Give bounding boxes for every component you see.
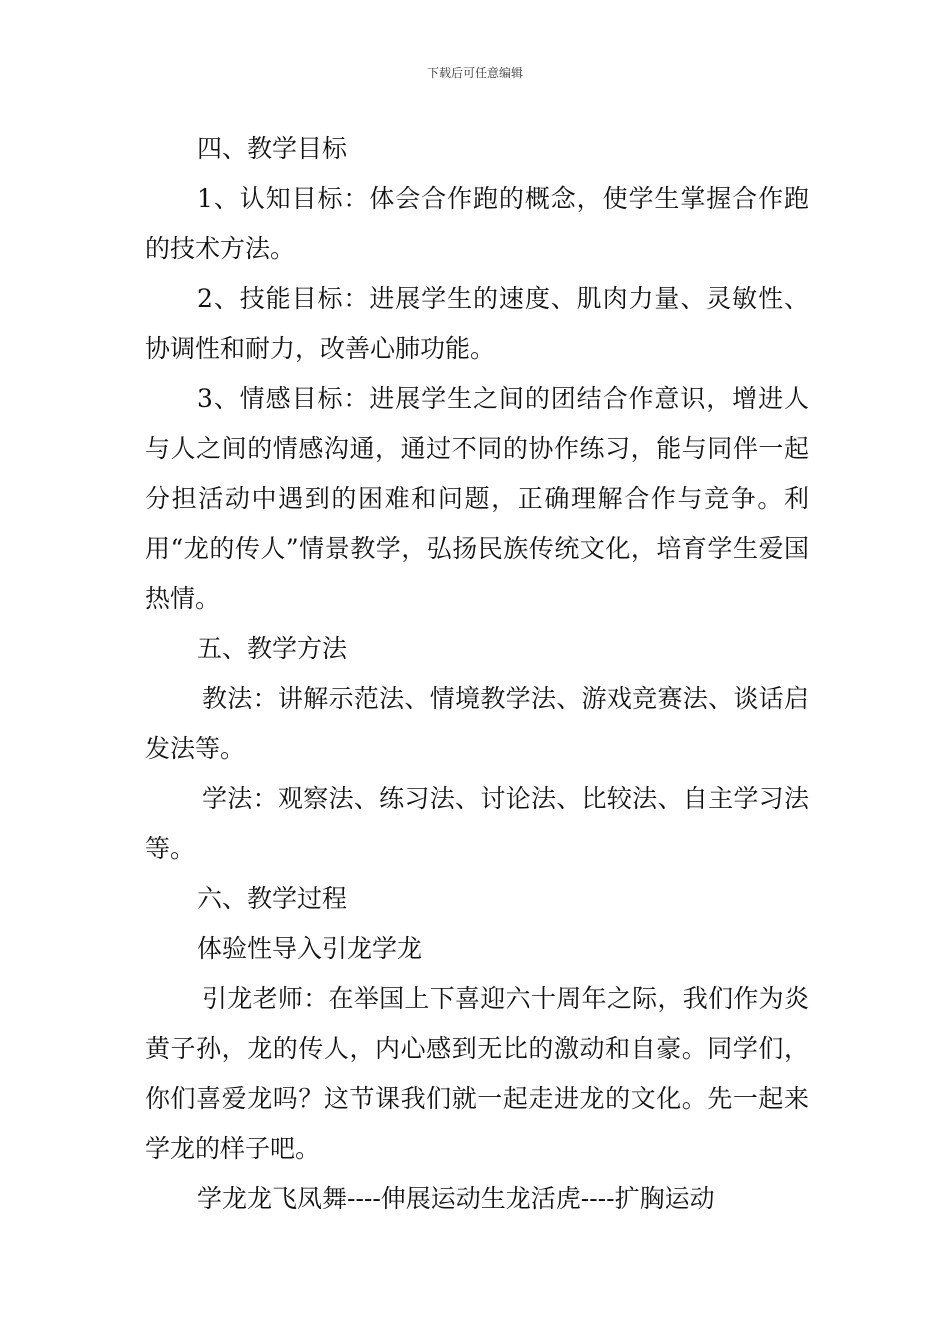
paragraph-skill-goal: 2、技能目标：进展学生的速度、肌肉力量、灵敏性、协调性和耐力，改善心肺功能。	[145, 284, 809, 363]
paragraph-dragon-exercises: 学龙龙飞凤舞----伸展运动生龙活虎----扩胸运动	[197, 1184, 715, 1213]
paragraph-intro-title: 体验性导入引龙学龙	[197, 934, 423, 963]
page-header: 下载后可任意编辑	[426, 66, 523, 80]
paragraph-teacher-intro: 引龙老师：在举国上下喜迎六十周年之际，我们作为炎黄子孙，龙的传人，内心感到无比的激动和自豪。同学们，你们喜爱龙吗？这节课我们就一起走进龙的文化。先一起来学龙的样子吧。	[145, 984, 809, 1163]
paragraph-cognitive-goal: 1、认知目标：体会合作跑的概念，使学生掌握合作跑的技术方法。	[145, 184, 809, 263]
paragraph-emotional-goal: 3、情感目标：进展学生之间的团结合作意识，增进人与人之间的情感沟通，通过不同的协作练习，能与同伴一起分担活动中遇到的困难和问题，正确理解合作与竞争。利用“龙的传人”情景教学，弘扬民族传统文化，培育学生爱国热情。	[145, 384, 809, 613]
section-heading-process: 六、教学过程	[197, 884, 348, 913]
section-heading-methods: 五、教学方法	[197, 634, 348, 663]
paragraph-teaching-methods: 教法：讲解示范法、情境教学法、游戏竞赛法、谈话启发法等。	[145, 684, 809, 763]
paragraph-learning-methods: 学法：观察法、练习法、讨论法、比较法、自主学习法等。	[145, 784, 809, 863]
section-heading-objectives: 四、教学目标	[197, 134, 348, 163]
document-body	[145, 124, 809, 1224]
